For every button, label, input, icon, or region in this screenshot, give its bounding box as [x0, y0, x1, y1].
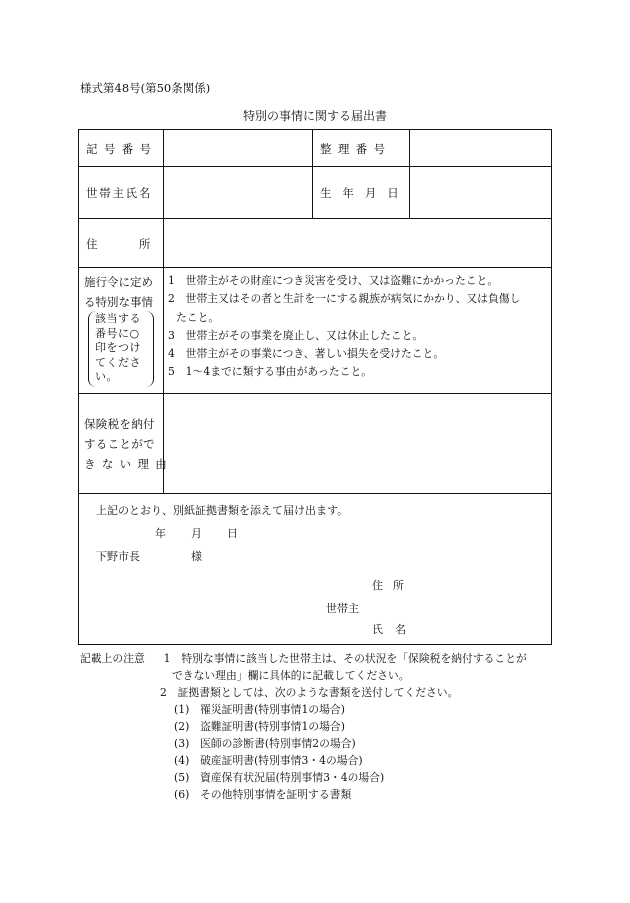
setainushi-shimei-label: 世帯主氏名	[86, 186, 153, 200]
notes-section	[80, 650, 527, 803]
unable-label-line: 保険税を納付	[84, 417, 155, 431]
special-label-line: 施行令に定め	[84, 275, 153, 289]
bracket-instruction	[95, 312, 151, 385]
bracket-line: てくださ	[95, 355, 141, 369]
date-year: 年	[155, 527, 166, 540]
reason-item-1[interactable]: 1 世帯主がその財産につき災害を受け、又は盗難にかかったこと。	[168, 274, 499, 287]
note-2: 2 証拠書類としては、次のような書類を送付してください。	[160, 686, 459, 699]
honorific-sama: 様	[191, 550, 202, 563]
bracket-line: 該当する	[95, 312, 141, 325]
date-month: 月	[191, 527, 202, 540]
notes-heading: 記載上の注意	[80, 652, 145, 665]
mayor-addressee: 下野市長	[96, 550, 140, 563]
date-day: 日	[227, 527, 238, 540]
applicant-householder-label: 世帯主	[326, 602, 359, 615]
bracket-line: い。	[95, 370, 118, 384]
row-divider	[78, 267, 552, 268]
applicant-address-label: 住所	[372, 579, 414, 592]
note-1: 1 特別な事情に該当した世帯主は、その状況を「保険税を納付することが	[163, 652, 527, 665]
unable-label-line: きない理由	[84, 457, 174, 471]
reason-item-2-cont: たこと。	[176, 310, 220, 324]
setainushi-shimei-field[interactable]	[164, 167, 311, 217]
unable-to-pay-field[interactable]	[164, 394, 550, 492]
note-item: (3) 医師の診断書(特別事情2の場合)	[174, 737, 356, 750]
seinengappi-field[interactable]	[410, 167, 550, 217]
column-divider	[312, 129, 313, 218]
reason-item-5[interactable]: 5 1～4までに類する事由があったこと。	[168, 365, 373, 379]
note-item: (5) 資産保有状況届(特別事情3・4の場合)	[174, 771, 385, 784]
unable-label-line: することがで	[84, 437, 155, 451]
reason-item-3[interactable]: 3 世帯主がその事業を廃止し、又は休止したこと。	[168, 328, 424, 342]
unable-to-pay-label	[84, 414, 173, 474]
reason-item-2[interactable]: 2 世帯主又はその者と生計を一にする親族が病気にかかり、又は負傷し	[168, 292, 521, 306]
special-circumstances-label	[84, 272, 153, 312]
note-item: (2) 盗難証明書(特別事情1の場合)	[174, 720, 345, 733]
note-item: (6) その他特別事情を証明する書類	[174, 788, 352, 801]
bracket-line: 印をつけ	[95, 341, 141, 355]
note-1-cont: できない理由」欄に具体的に記載してください。	[172, 669, 410, 682]
jusho-field[interactable]	[164, 219, 550, 266]
form-id: 様式第48号(第50条関係)	[80, 81, 211, 95]
seiri-bango-field[interactable]	[410, 130, 550, 165]
seiri-bango-label: 整理番号	[320, 142, 392, 156]
reason-item-4[interactable]: 4 世帯主がその事業につき、著しい損失を受けたこと。	[168, 347, 445, 361]
applicant-name-label: 氏名	[372, 623, 419, 636]
document-title: 特別の事情に関する届出書	[242, 109, 387, 123]
special-label-line: る特別な事情	[84, 295, 153, 309]
jusho-label: 住所	[86, 237, 192, 251]
special-reasons-list	[168, 272, 548, 382]
kigo-bango-field[interactable]	[164, 130, 311, 165]
declaration-statement: 上記のとおり、別紙証拠書類を添えて届け出ます。	[96, 504, 349, 517]
row-divider	[78, 493, 552, 494]
seinengappi-label: 生年月日	[320, 186, 410, 200]
note-item: (4) 破産証明書(特別事情3・4の場合)	[174, 754, 363, 767]
note-item: (1) 罹災証明書(特別事情1の場合)	[174, 703, 345, 716]
kigo-bango-label: 記号番号	[86, 142, 158, 156]
bracket-line: 番号に○	[95, 326, 140, 340]
